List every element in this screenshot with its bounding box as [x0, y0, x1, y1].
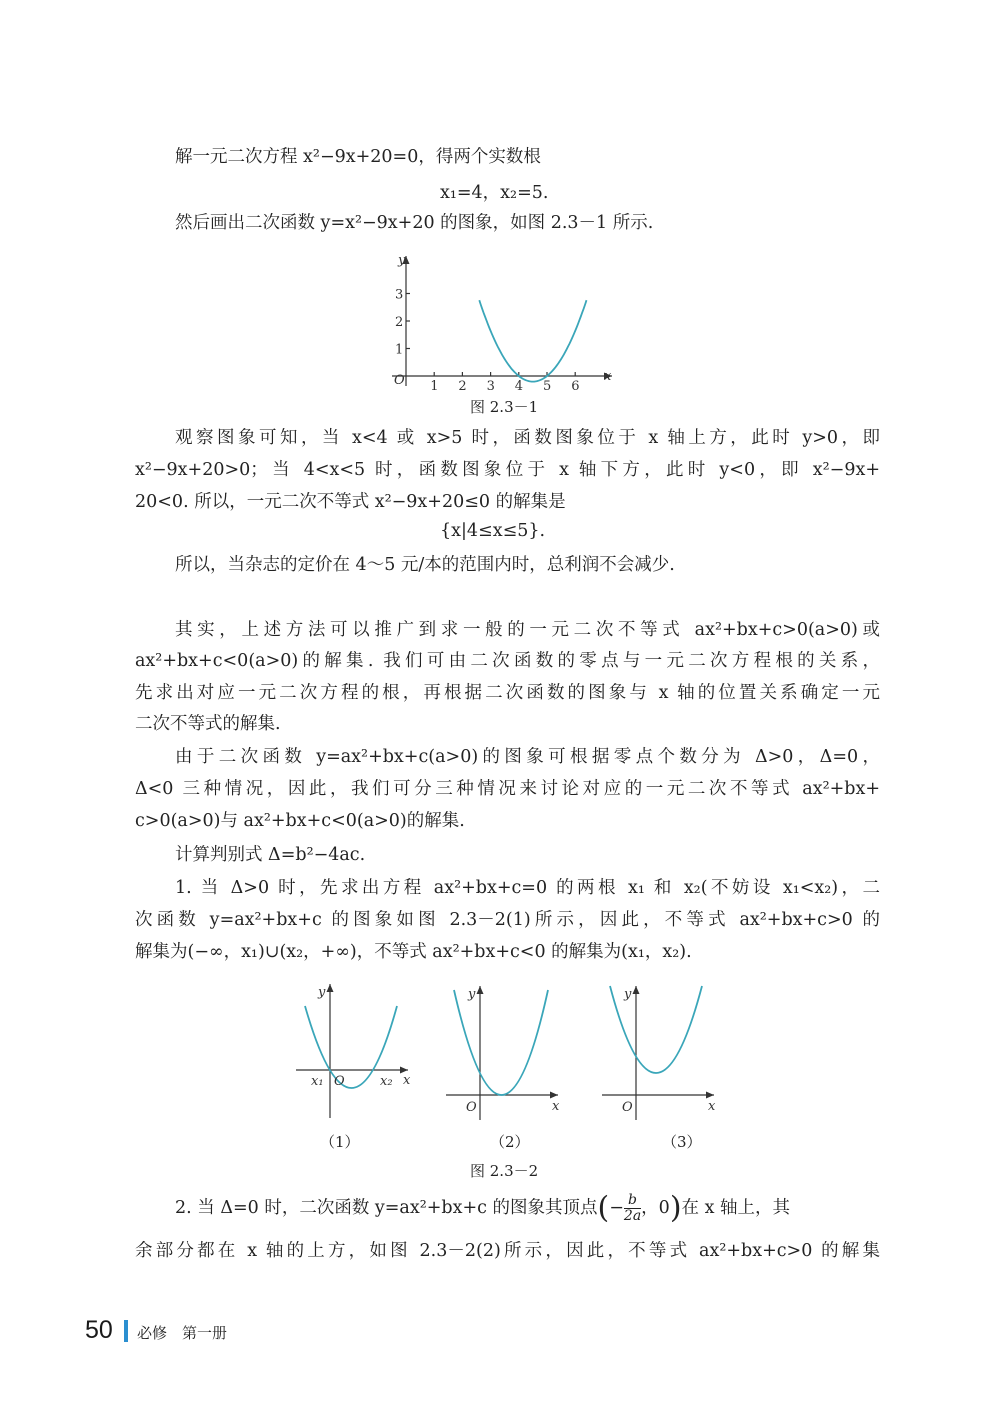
fraction-numerator: b: [624, 1193, 641, 1209]
fraction: [624, 1193, 641, 1224]
parabola-curve: [454, 990, 548, 1095]
text-line: 余部分都在 x 轴的上方，如图 2.3－2(2)所示，因此，不等式 ax²+bx+c>0 的解集: [135, 1241, 880, 1261]
x-tick-label: 6: [571, 379, 580, 394]
text-line: 1. 当 Δ>0 时，先求出方程 ax²+bx+c=0 的两根 x₁ 和 x₂(不妨设 x₁<x₂)，二: [175, 878, 880, 898]
left-paren: (: [597, 1190, 610, 1226]
y-tick-label: 3: [395, 287, 404, 303]
text-line: 计算判别式 Δ=b²−4ac.: [175, 845, 366, 865]
origin-label: O: [394, 373, 405, 388]
text-line: 二次不等式的解集.: [135, 714, 281, 734]
text-line-with-fraction: [175, 1186, 880, 1230]
y-tick-label: 2: [395, 315, 404, 330]
x-axis-arrow-icon: [550, 1092, 558, 1099]
subfigure-label: （3）: [662, 1133, 702, 1151]
subfigure-1: [296, 984, 411, 1118]
x-axis-label: x: [604, 369, 612, 384]
figure-caption: 图 2.3－2: [470, 1162, 539, 1180]
footer-accent-bar: [124, 1320, 128, 1342]
roots-equation: x₁=4，x₂=5.: [440, 183, 549, 203]
right-paren: ): [669, 1190, 682, 1226]
y-axis-label: y: [624, 987, 632, 1002]
x-tick-label: 3: [486, 379, 495, 394]
text-line: 观察图象可知，当 x<4 或 x>5 时，函数图象位于 x 轴上方，此时 y>0，即: [175, 428, 880, 448]
text-line: 解集为(−∞，x₁)∪(x₂，+∞)，不等式 ax²+bx+c<0 的解集为(x₁，x₂).: [135, 942, 692, 962]
x-axis-arrow-icon: [706, 1092, 714, 1099]
x-axis-label: x: [403, 1073, 411, 1088]
text-line: c>0(a>0)与 ax²+bx+c<0(a>0)的解集.: [135, 811, 465, 831]
text-line: x²−9x+20>0；当 4<x<5 时，函数图象位于 x 轴下方，此时 y<0，即 x²−9x+: [135, 460, 880, 480]
origin-label: O: [334, 1074, 345, 1089]
text-line: 然后画出二次函数 y=x²−9x+20 的图象，如图 2.3－1 所示.: [175, 213, 654, 233]
text-line: 先求出对应一元二次方程的根，再根据二次函数的图象与 x 轴的位置关系确定一元: [135, 683, 880, 703]
minus-sign: −: [609, 1198, 624, 1218]
fraction-denominator: 2a: [623, 1208, 642, 1224]
x-tick-label: 4: [514, 379, 524, 394]
x-tick-label: 2: [458, 379, 467, 394]
origin-label: O: [466, 1100, 477, 1115]
origin-label: O: [622, 1100, 633, 1115]
y-axis-label: y: [468, 987, 476, 1002]
x-tick-label: 1: [430, 379, 439, 394]
text-line: 解一元二次方程 x²−9x+20=0，得两个实数根: [175, 147, 541, 167]
root-x2-label: x₂: [380, 1074, 393, 1089]
text-segment: 在 x 轴上，其: [681, 1198, 791, 1218]
y-axis-label: y: [318, 985, 326, 1000]
x-axis-label: x: [552, 1099, 560, 1114]
y-axis-arrow-icon: [633, 986, 640, 994]
book-title: 必修 第一册: [137, 1324, 228, 1342]
root-x1-label: x₁: [311, 1074, 324, 1089]
page-number: 50: [85, 1316, 113, 1344]
text-line: ax²+bx+c<0(a>0)的解集. 我们可由二次函数的零点与一元二次方程根的关系，: [135, 651, 880, 671]
figure-caption: 图 2.3－1: [470, 398, 539, 416]
y-tick-label: 1: [395, 342, 404, 358]
y-axis-arrow-icon: [477, 986, 484, 994]
x-tick-label: 5: [543, 379, 552, 394]
subfigure-label: （1）: [320, 1133, 360, 1151]
text-line: Δ<0 三种情况，因此，我们可分三种情况来讨论对应的一元二次不等式 ax²+bx+: [135, 779, 880, 799]
y-axis-label: y: [398, 253, 406, 268]
text-line: 所以，当杂志的定价在 4～5 元/本的范围内时，总利润不会减少.: [175, 555, 675, 575]
x-axis-label: x: [708, 1099, 716, 1114]
text-line: 次函数 y=ax²+bx+c 的图象如图 2.3－2(1)所示，因此，不等式 ax²+bx+c>0 的: [135, 910, 880, 930]
text-line: 20<0. 所以，一元二次不等式 x²−9x+20≤0 的解集是: [135, 492, 566, 512]
subfigure-label: （2）: [490, 1133, 530, 1151]
text-line: 由于二次函数 y=ax²+bx+c(a>0)的图象可根据零点个数分为 Δ>0，Δ=0，: [175, 747, 880, 767]
subfigure-2: [446, 986, 560, 1120]
text-line: 其实，上述方法可以推广到求一般的一元二次不等式 ax²+bx+c>0(a>0)或: [175, 620, 880, 640]
y-axis-arrow-icon: [327, 984, 334, 992]
text-segment: 2. 当 Δ=0 时，二次函数 y=ax²+bx+c 的图象其顶点: [175, 1198, 598, 1218]
solution-set: {x|4≤x≤5}.: [440, 521, 546, 541]
text-segment: ，0: [641, 1198, 670, 1218]
subfigure-3: [602, 986, 716, 1120]
